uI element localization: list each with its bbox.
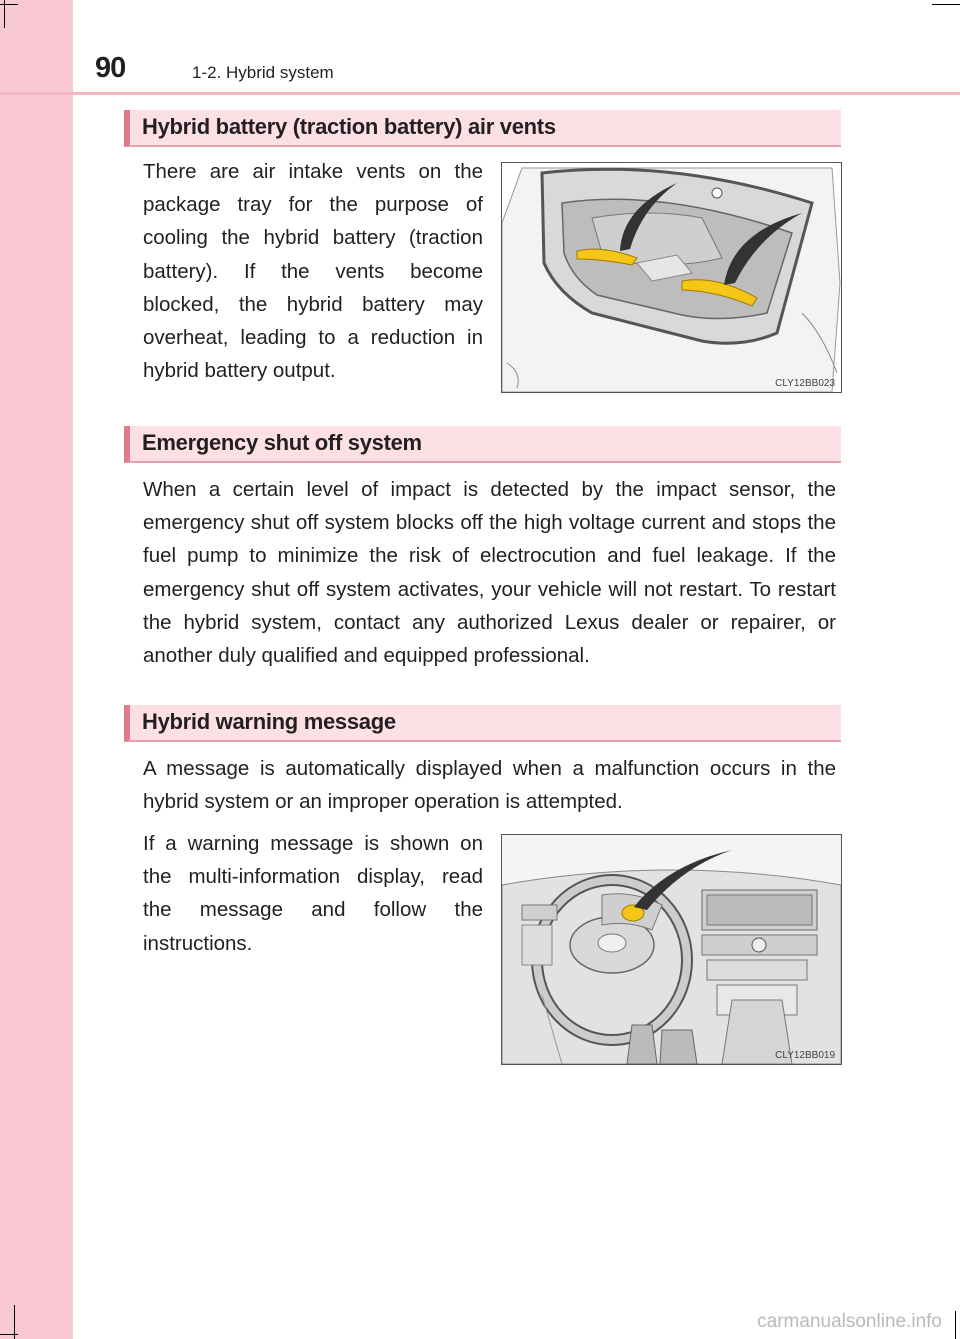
section-title: Hybrid battery (traction battery) air vents <box>142 114 556 139</box>
package-tray-drawing <box>502 163 841 392</box>
dashboard-drawing <box>502 835 841 1064</box>
section-reference: 1-2. Hybrid system <box>192 63 334 82</box>
crop-mark <box>4 0 5 28</box>
page-number: 90 <box>95 52 126 84</box>
section-heading-air-vents <box>124 110 841 147</box>
section-heading-shutoff <box>124 426 841 463</box>
crop-mark <box>0 1334 18 1335</box>
crop-mark <box>932 4 960 5</box>
crop-mark <box>14 1305 15 1339</box>
header-rule <box>0 92 960 95</box>
chapter-side-tab <box>0 0 73 1339</box>
section-heading-warning <box>124 705 841 742</box>
air-vents-paragraph: There are air intake vents on the package tray for the purpose of cooling the hybrid battery (traction battery). If the vents become blocked, the hybrid battery may overheat, leading to a reduction in hybrid battery output. <box>143 160 483 383</box>
section-title: Emergency shut off system <box>142 430 422 455</box>
watermark: carmanualsonline.info <box>757 1311 942 1332</box>
crop-mark <box>0 4 18 5</box>
package-tray-illustration <box>501 162 842 393</box>
figure-code: CLY12BB019 <box>775 1050 835 1061</box>
figure-code: CLY12BB023 <box>775 378 835 389</box>
shutoff-paragraph: When a certain level of impact is detected by the impact sensor, the emergency shut off system blocks off the high voltage current and stops the fuel pump to minimize the risk of electrocution and fuel leakage. If the emergency shut off system activates, your vehicle will not restart. To restart the hybrid system, contact any authorized Lexus dealer or repairer, or another duly qualified and equipped professional. <box>143 478 836 668</box>
warning-paragraph-1: A message is automatically displayed when a malfunction occurs in the hybrid system or an improper operation is attempted. <box>143 757 836 814</box>
crop-mark <box>955 1311 956 1339</box>
section-title: Hybrid warning message <box>142 709 396 734</box>
dashboard-illustration <box>501 834 842 1065</box>
warning-paragraph-2: If a warning message is shown on the multi-information display, read the message and follow the instructions. <box>143 832 483 955</box>
